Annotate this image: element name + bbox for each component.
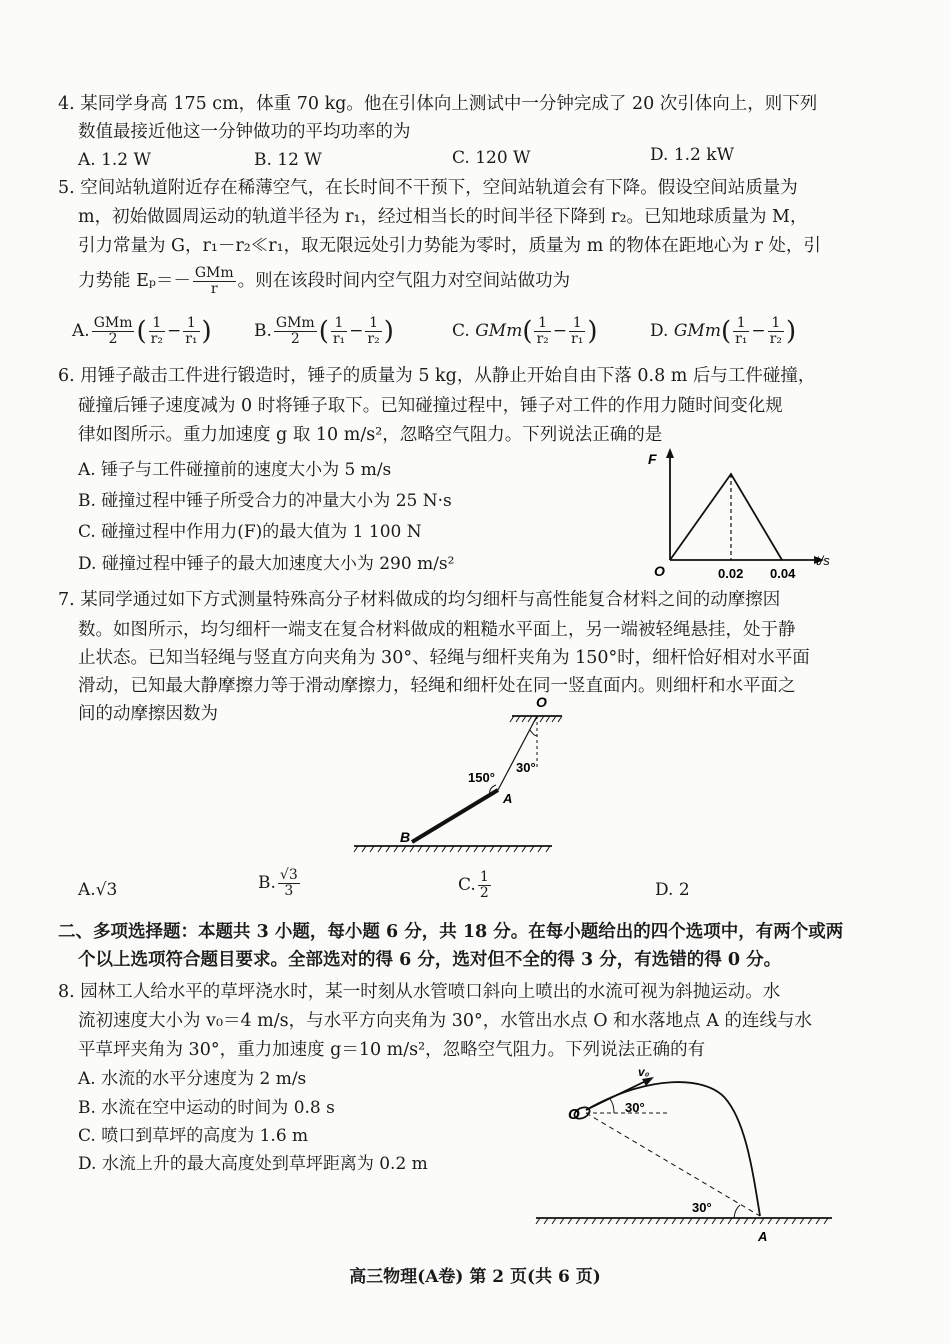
v0-label: v₀: [638, 1066, 650, 1079]
option-label: C.: [452, 321, 470, 341]
rod-rope-figure: [340, 690, 590, 860]
q6-line3: 律如图所示。重力加速度 g 取 10 m/s²，忽略空气阻力。下列说法正确的是: [78, 425, 663, 445]
option-fraction: $\frac{√3}{3}$: [279, 867, 298, 899]
coef: GMm: [673, 321, 721, 341]
option-label: B.: [258, 873, 276, 893]
option-label: A.: [78, 880, 96, 900]
q5-option-b: B. $\frac{\text{GMm}}{2}$ ( $\frac{1}{\text{r₁}}$ − $\frac{1}{\text{r₂}}$ ): [254, 315, 394, 347]
q6-option-b: B. 碰撞过程中锤子所受合力的冲量大小为 25 N·s: [78, 491, 452, 511]
angle-30-label: 30°: [516, 760, 536, 775]
point-b-label: B: [400, 829, 411, 845]
q7-line5: 间的动摩擦因数为: [78, 704, 218, 724]
q5-option-a: A. $\frac{\text{GMm}}{2}$ ( $\frac{1}{\text{r₂}}$ − $\frac{1}{\text{r₁}}$ ): [72, 315, 212, 347]
q6-line1: 6. 用锤子敲击工件进行锻造时，锤子的质量为 5 kg，从静止开始自由下落 0.8 m 后与工件碰撞，: [58, 366, 816, 386]
section2-line1: 二、多项选择题：本题共 3 小题，每小题 6 分，共 18 分。在每小题给出的四个选项中，有两个或两: [58, 922, 844, 942]
q6-option-a: A. 锤子与工件碰撞前的速度大小为 5 m/s: [78, 460, 392, 480]
projectile-figure: [530, 1066, 840, 1248]
q5-line4-prefix: 力势能 Eₚ＝－: [78, 271, 191, 291]
option-fraction: $\frac{1}{2}$: [479, 869, 489, 901]
option-label: D.: [655, 880, 674, 900]
q7-option-b: [258, 868, 302, 899]
force-triangle: [670, 474, 782, 560]
q7-line2: 数。如图所示，均匀细杆一端支在复合材料做成的粗糙水平面上，另一端被轻绳悬挂，处于静: [78, 620, 796, 640]
frac-numerator: GMm: [194, 265, 234, 281]
tick-0-04: 0.04: [770, 566, 796, 581]
point-o-label: O: [536, 694, 547, 710]
q6-line2: 碰撞后锤子速度减为 0 时将锤子取下。已知碰撞过程中，锤子对工件的作用力随时间变化规: [78, 396, 783, 416]
q8-option-b: B. 水流在空中运动的时间为 0.8 s: [78, 1098, 335, 1118]
q5-option-c: C. GMm( $\frac{1}{\text{r₂}}$ − $\frac{1}{\text{r₁}}$ ): [452, 315, 598, 347]
q6-option-d: D. 碰撞过程中锤子的最大加速度大小为 290 m/s²: [78, 554, 455, 574]
oa-dashed-line: [586, 1113, 760, 1216]
q7-line1: 7. 某同学通过如下方式测量特殊高分子材料做成的均匀细杆与高性能复合材料之间的动摩擦因: [58, 590, 781, 610]
t-axis-label: t/s: [816, 553, 830, 568]
rope: [498, 716, 537, 790]
f-axis-label: F: [648, 451, 657, 467]
q4-line1: 4. 某同学身高 175 cm，体重 70 kg。他在引体向上测试中一分钟完成了 20 次引体向上，则下列: [58, 94, 818, 114]
q8-line3: 平草坪夹角为 30°，重力加速度 g＝10 m/s²，忽略空气阻力。下列说法正确的有: [78, 1040, 706, 1060]
frac-denominator: r: [210, 281, 218, 297]
force-time-graph: [640, 444, 840, 584]
q7-option-a: [78, 878, 117, 902]
q8-option-c: C. 喷口到草坪的高度为 1.6 m: [78, 1126, 309, 1146]
lawn-hatch: [536, 1218, 828, 1224]
origin-label: O: [654, 563, 665, 579]
q7-option-d: [655, 878, 690, 902]
q5-line2: m，初始做圆周运动的轨道半径为 r₁，经过相当长的时间半径下降到 r₂。已知地球质量为 M，: [78, 207, 808, 227]
potential-energy-fraction: [193, 266, 236, 297]
rod: [412, 790, 498, 842]
point-a-label: A: [503, 791, 513, 806]
page-footer: 高三物理(A卷) 第 2 页(共 6 页): [349, 1267, 601, 1287]
option-label: D.: [650, 321, 669, 341]
option-label: C.: [458, 875, 476, 895]
option-label: A.: [72, 321, 90, 341]
q4-option-c: C. 120 W: [452, 148, 531, 168]
q7-line3: 止状态。已知当轻绳与竖直方向夹角为 30°、轻绳与细杆夹角为 150°时，细杆恰好相对水平面: [78, 648, 810, 668]
q5-line3: 引力常量为 G，r₁－r₂≪r₁，取无限远处引力势能为零时，质量为 m 的物体在距地心为 r 处，引: [78, 236, 821, 256]
q8-option-a: A. 水流的水平分速度为 2 m/s: [78, 1069, 307, 1089]
angle-bottom-arc: [734, 1205, 740, 1218]
ground-hatch: [354, 846, 550, 852]
angle-30-arc: [530, 730, 537, 736]
coef-fraction: $\frac{\text{GMm}}{2}$: [275, 315, 315, 347]
q7-option-c: [458, 870, 493, 901]
angle-bottom-label: 30°: [692, 1200, 712, 1215]
tick-0-02: 0.02: [718, 566, 744, 581]
angle-top-label: 30°: [625, 1100, 645, 1115]
angle-150-label: 150°: [468, 770, 495, 785]
q8-line2: 流初速度大小为 v₀＝4 m/s，与水平方向夹角为 30°，水管出水点 O 和水落地点 A 的连线与水: [78, 1011, 812, 1031]
section2-line2: 个以上选项符合题目要求。全部选对的得 6 分，选对但不全的得 3 分，有选错的得 0 分。: [78, 950, 782, 970]
q6-option-c: C. 碰撞过程中作用力(F)的最大值为 1 100 N: [78, 522, 422, 542]
q4-option-b: B. 12 W: [254, 150, 322, 170]
point-a-label: A: [758, 1229, 768, 1244]
q8-option-d: D. 水流上升的最大高度处到草坪距离为 0.2 m: [78, 1154, 428, 1174]
option-value: 2: [678, 880, 690, 900]
q5-line1: 5. 空间站轨道附近存在稀薄空气，在长时间不干预下，空间站轨道会有下降。假设空间站质量为: [58, 178, 798, 198]
q4-option-a: A. 1.2 W: [78, 150, 151, 170]
point-o-label: O: [568, 1106, 580, 1123]
coef: GMm: [475, 321, 523, 341]
angle-top-arc: [610, 1099, 614, 1113]
f-axis-arrow-icon: [666, 448, 674, 458]
q7-line4: 滑动，已知最大静摩擦力等于滑动摩擦力，轻绳和细杆处在同一竖直面内。则细杆和水平面之: [78, 676, 796, 696]
coef-fraction: $\frac{\text{GMm}}{2}$: [93, 315, 133, 347]
q8-line1: 8. 园林工人给水平的草坪浇水时，某一时刻从水管喷口斜向上喷出的水流可视为斜抛运动。水: [58, 982, 781, 1002]
option-value: √3: [95, 880, 118, 900]
q5-line4: [78, 266, 570, 297]
q4-line2: 数值最接近他这一分钟做功的平均功率的为: [78, 122, 411, 142]
option-label: B.: [254, 321, 272, 341]
q4-option-d: D. 1.2 kW: [650, 145, 735, 165]
q5-line4-suffix: 。则在该段时间内空气阻力对空间站做功为: [237, 271, 571, 291]
q5-option-d: D. GMm( $\frac{1}{\text{r₁}}$ − $\frac{1}{\text{r₂}}$ ): [650, 315, 797, 347]
